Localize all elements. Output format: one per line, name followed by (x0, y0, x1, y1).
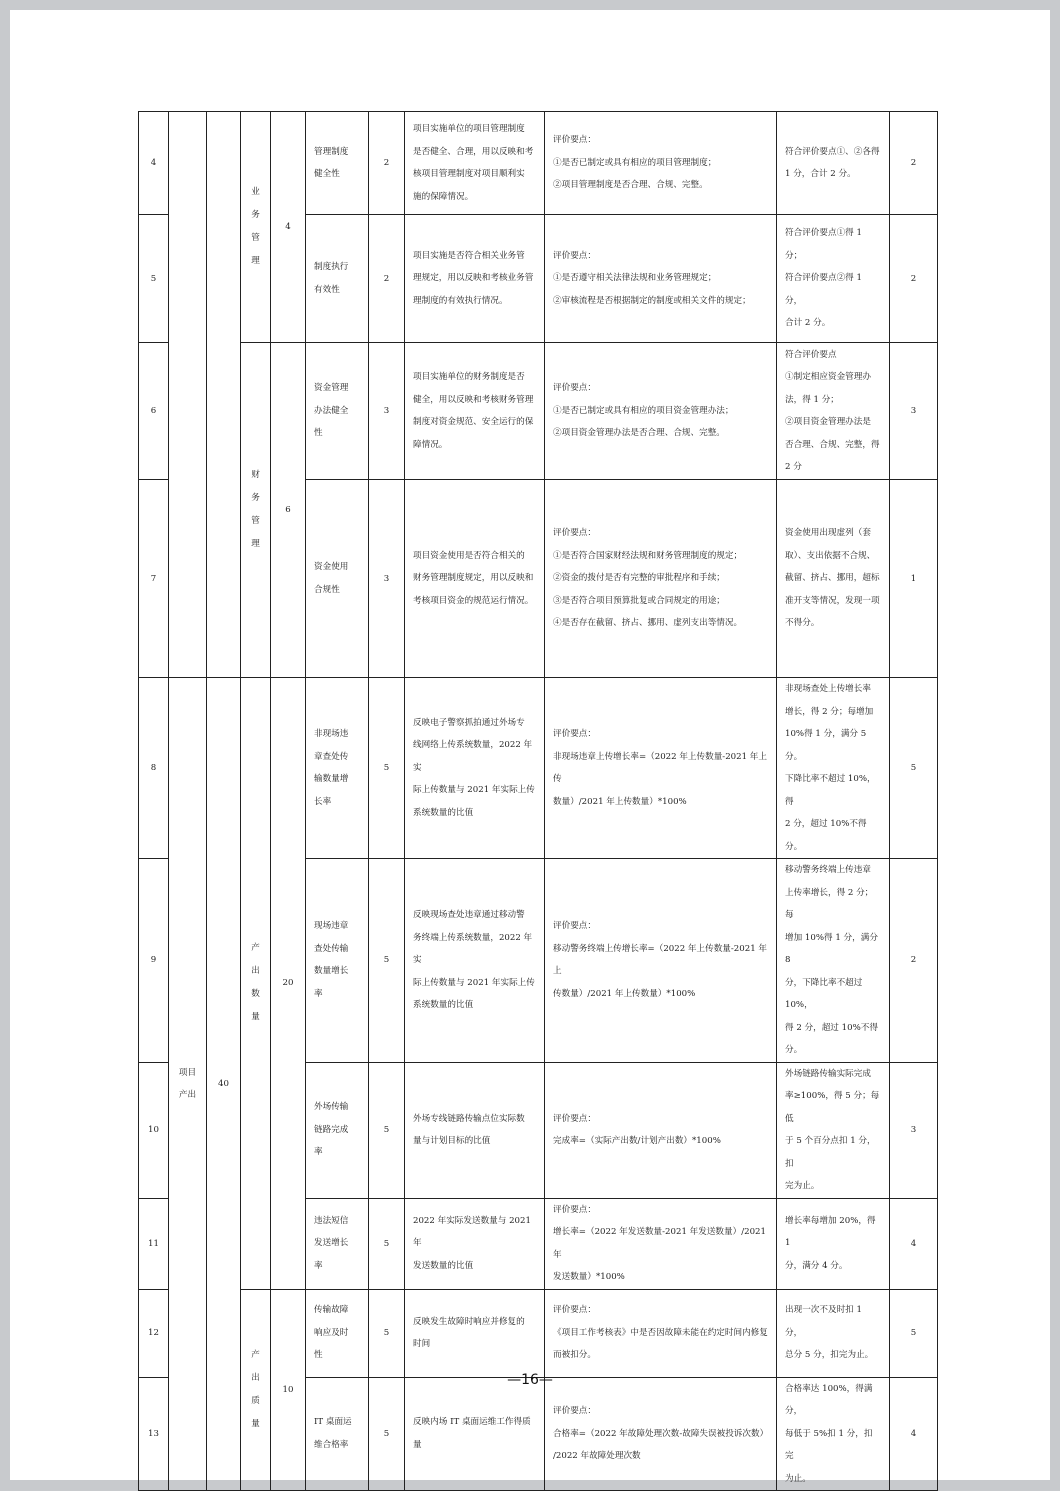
indicator-description-cell (405, 859, 545, 1063)
text-line: 项目 (178, 1068, 197, 1078)
text-line: 资金使用出现虚列（套 (785, 528, 871, 539)
text-line: 率≥100%，得 5 分；每低 (785, 1091, 880, 1124)
indicator-description-cell (405, 112, 545, 215)
scoring-rule-cell (777, 678, 890, 859)
level2-indicator-cell (241, 678, 271, 1290)
text-line: 非现场违 (314, 729, 349, 739)
text-line: 业 (251, 187, 260, 197)
indicator-name-cell (306, 1377, 369, 1491)
row-number-cell: 10 (139, 1062, 169, 1198)
indicator-weight-cell: 5 (369, 1289, 405, 1377)
text-line: 率 (314, 1147, 323, 1158)
row-number-cell: 8 (139, 678, 169, 859)
scoring-rule-cell (777, 1198, 890, 1289)
text-line: ①是否遵守相关法律法规和业务管理规定； (553, 273, 717, 284)
text-line: 1 分，合计 2 分。 (785, 169, 856, 179)
text-line: 反映发生故障时响应并修复的 (413, 1316, 525, 1327)
indicator-weight-cell: 5 (369, 859, 405, 1063)
text-line: 合规性 (314, 584, 340, 595)
text-line: 否合理、合规、完整，得 (785, 439, 880, 450)
indicator-name-cell (306, 1062, 369, 1198)
text-line: 理 (251, 539, 260, 549)
text-line: 每低于 5%扣 1 分，扣完 (785, 1428, 873, 1461)
text-line: 管 (251, 233, 260, 243)
text-line: ③是否符合项目预算批复或合同规定的用途； (553, 595, 725, 606)
text-line: 理规定，用以反映和考核业务管 (413, 273, 534, 284)
text-line: 理 (251, 256, 260, 266)
text-line: 2 分 (785, 462, 802, 472)
indicator-weight-cell: 5 (369, 678, 405, 859)
text-line: 符合评价要点 (785, 349, 837, 360)
text-line: 管 (251, 516, 260, 526)
level2-indicator-cell (241, 1289, 271, 1491)
text-line: 项目实施是否符合相关业务管 (413, 250, 525, 261)
evaluation-points-cell (545, 343, 777, 480)
score-cell: 4 (890, 1377, 938, 1491)
text-line: 维合格率 (314, 1439, 349, 1450)
text-line: 章查处传 (314, 751, 349, 762)
text-line: 不得分。 (785, 618, 820, 629)
text-line: 合格率=（2022 年故障处理次数-故障失误被投诉次数） (553, 1428, 769, 1439)
text-line: 响应及时 (314, 1327, 349, 1338)
text-line: 际上传数量与 2021 年实际上传 (413, 785, 535, 796)
evaluation-points-cell (545, 1377, 777, 1491)
text-line: 管理制度 (314, 146, 349, 157)
evaluation-points-cell (545, 859, 777, 1063)
score-cell: 2 (890, 215, 938, 343)
text-line: 分，满分 4 分。 (785, 1260, 848, 1271)
text-line: ①是否已制定或具有相应的项目资金管理办法； (553, 405, 734, 416)
performance-evaluation-table (138, 111, 938, 1491)
level1-indicator-cell (169, 678, 207, 1491)
text-line: 符合评价要点①得 1 分； (785, 228, 862, 261)
text-line: 考核项目资金的规范运行情况。 (413, 595, 534, 606)
text-line: 《项目工作考核表》中是否因故障未能在约定时间内修复 (553, 1327, 768, 1338)
text-line: 量 (251, 1418, 260, 1429)
document-page (10, 10, 1050, 1484)
text-line: 总分 5 分，扣完为止。 (785, 1350, 874, 1361)
text-line: ②项目资金管理办法是 (785, 417, 871, 427)
page-number: —16— (507, 1372, 553, 1388)
text-line: 办法健全 (314, 405, 349, 416)
indicator-description-cell (405, 678, 545, 859)
indicator-description-cell (405, 1198, 545, 1289)
text-line: 违法短信 (314, 1215, 349, 1226)
evaluation-points-cell (545, 1289, 777, 1377)
text-line: 时间 (413, 1339, 431, 1349)
text-line: 发送数量）*100% (553, 1272, 625, 1282)
text-line: 数 (251, 989, 260, 1000)
evaluation-points-cell (545, 1198, 777, 1289)
text-line: 核项目管理制度对项目顺利实 (413, 169, 525, 179)
text-line: 系统数量的比值 (413, 1000, 474, 1010)
evaluation-points-cell (545, 480, 777, 678)
text-line: 完为止。 (785, 1181, 820, 1191)
row-number-cell: 6 (139, 343, 169, 480)
text-line: 健全，用以反映和考核财务管理 (413, 394, 534, 405)
text-line: 2 分，超过 10%不得分。 (785, 819, 867, 852)
indicator-name-cell (306, 859, 369, 1063)
indicator-name-cell (306, 215, 369, 343)
text-line: 非现场查处上传增长率 (785, 684, 871, 694)
score-cell: 3 (890, 1062, 938, 1198)
text-line: 产 (251, 943, 260, 954)
evaluation-points-cell (545, 678, 777, 859)
text-line: 项目实施单位的财务制度是否 (413, 372, 525, 382)
text-line: ①是否符合国家财经法规和财务管理制度的规定； (553, 550, 743, 561)
text-line: 长率 (314, 796, 332, 807)
text-line: 资金管理 (314, 383, 349, 394)
text-line: 传输故障 (314, 1305, 349, 1316)
text-line: 线网络上传系统数量，2022 年实 (413, 740, 533, 773)
text-line: ①制定相应资金管理办 (785, 372, 871, 382)
text-line: 性 (314, 428, 323, 439)
row-number-cell: 5 (139, 215, 169, 343)
text-line: 健全性 (314, 169, 340, 179)
text-line: 出 (251, 1372, 260, 1383)
row-number-cell: 4 (139, 112, 169, 215)
text-line: 外场传输 (314, 1102, 349, 1113)
text-line: 制度执行 (314, 262, 349, 272)
text-line: 性 (314, 1350, 323, 1361)
level1-weight-cell (207, 112, 241, 678)
level1-indicator-cell (169, 112, 207, 678)
text-line: 合计 2 分。 (785, 318, 831, 329)
text-line: ④是否存在截留、挤占、挪用、虚列支出等情况。 (553, 618, 743, 629)
level2-weight-cell: 4 (271, 112, 306, 343)
indicator-weight-cell: 3 (369, 480, 405, 678)
text-line: 产出 (178, 1090, 197, 1100)
text-line: 评价要点： (553, 1113, 596, 1124)
text-line: ②审核流程是否根据制定的制度或相关文件的规定； (553, 295, 751, 306)
text-line: 数量增长 (314, 966, 349, 977)
text-line: 系统数量的比值 (413, 807, 474, 818)
text-line: 制度对资金规范、安全运行的保 (413, 417, 534, 427)
text-line: 输数量增 (314, 774, 349, 784)
text-line: 查处传输 (314, 943, 349, 954)
text-line: 评价要点： (553, 1204, 596, 1215)
text-line: 量与计划目标的比值 (413, 1136, 491, 1146)
text-line: 数量）/2021 年上传数量）*100% (553, 796, 687, 807)
text-line: 上传率增长，得 2 分；每 (785, 887, 874, 920)
indicator-weight-cell: 2 (369, 112, 405, 215)
text-line: 增长，得 2 分；每增加 (785, 706, 874, 717)
text-line: 评价要点： (553, 383, 596, 394)
row-number-cell: 7 (139, 480, 169, 678)
text-line: 移动警务终端上传增长率=（2022 年上传数量-2021 年上 (553, 943, 767, 977)
scoring-rule-cell (777, 1289, 890, 1377)
text-line: 评价要点： (553, 528, 596, 539)
indicator-weight-cell: 5 (369, 1198, 405, 1289)
scoring-rule-cell (777, 343, 890, 480)
score-cell: 3 (890, 343, 938, 480)
text-line: 理制度的有效执行情况。 (413, 295, 508, 306)
scoring-rule-cell (777, 859, 890, 1063)
text-line: 于 5 个百分点扣 1 分，扣 (785, 1136, 876, 1169)
text-line: 准开支等情况，发现一项 (785, 595, 880, 606)
text-line: ①是否已制定或具有相应的项目管理制度； (553, 157, 717, 168)
score-cell: 5 (890, 1289, 938, 1377)
text-line: 传数量）/2021 年上传数量）*100% (553, 988, 696, 999)
level1-weight-cell: 40 (207, 678, 241, 1491)
indicator-description-cell (405, 343, 545, 480)
text-line: 为止。 (785, 1473, 811, 1484)
text-line: 得 2 分，超过 10%不得分。 (785, 1022, 878, 1055)
text-line: 财务管理制度规定，用以反映和 (413, 573, 534, 584)
text-line: 法，得 1 分； (785, 394, 839, 405)
text-line: 反映现场查处违章通过移动警 (413, 910, 525, 920)
indicator-weight-cell: 3 (369, 343, 405, 480)
text-line: 评价要点： (553, 250, 596, 261)
text-line: 合格率达 100%，得满分， (785, 1383, 873, 1416)
text-line: 资金使用 (314, 562, 349, 572)
text-line: 财 (251, 470, 260, 480)
text-line: 出现一次不及时扣 1 分， (785, 1305, 862, 1338)
text-line: ②项目资金管理办法是否合理、合规、完整。 (553, 428, 725, 439)
text-line: 率 (314, 1260, 323, 1271)
text-line: 外场专线链路传输点位实际数 (413, 1113, 525, 1124)
text-line: 外场链路传输实际完成 (785, 1068, 871, 1079)
text-line: ②项目管理制度是否合理、合规、完整。 (553, 180, 708, 191)
text-line: 现场违章 (314, 921, 349, 932)
indicator-name-cell (306, 480, 369, 678)
text-line: 2022 年实际发送数量与 2021 年 (413, 1215, 531, 1249)
indicator-description-cell (405, 1289, 545, 1377)
text-line: 发送增长 (314, 1238, 349, 1249)
text-line: 施的保障情况。 (413, 191, 474, 202)
text-line: 际上传数量与 2021 年实际上传 (413, 977, 535, 988)
table-row (139, 343, 938, 480)
text-line: 务 (251, 493, 260, 503)
text-line: 取）、支出依据不合规、 (785, 550, 876, 561)
text-line: 率 (314, 988, 323, 999)
text-line: 是否健全、合理，用以反映和考 (413, 146, 534, 157)
text-line: 评价要点： (553, 1305, 596, 1316)
indicator-name-cell (306, 1198, 369, 1289)
scoring-rule-cell (777, 215, 890, 343)
text-line: 反映电子警察抓拍通过外场专 (413, 717, 525, 728)
indicator-description-cell (405, 215, 545, 343)
indicator-name-cell (306, 343, 369, 480)
evaluation-points-cell (545, 112, 777, 215)
table-row (139, 678, 938, 859)
text-line: 评价要点： (553, 921, 596, 932)
text-line: 发送数量的比值 (413, 1260, 474, 1271)
scoring-rule-cell (777, 112, 890, 215)
text-line: IT 桌面运 (314, 1417, 352, 1428)
text-line: 非现场违章上传增长率=（2022 年上传数量-2021 年上传 (553, 751, 767, 784)
text-line: 增长率每增加 20%，得 1 (785, 1215, 876, 1249)
text-line: 而被扣分。 (553, 1350, 596, 1361)
text-line: 务 (251, 210, 260, 220)
text-line: 有效性 (314, 284, 340, 295)
text-line: 增长率=（2022 年发送数量-2021 年发送数量）/2021 年 (553, 1227, 766, 1260)
scoring-rule-cell (777, 1377, 890, 1491)
text-line: 分，下降比率不超过 10%， (785, 977, 863, 1010)
text-line: 下降比率不超过 10%，得 (785, 774, 876, 807)
text-line: ②资金的拨付是否有完整的审批程序和手续； (553, 573, 725, 584)
text-line: 评价要点： (553, 729, 596, 739)
score-cell: 5 (890, 678, 938, 859)
text-line: 截留、挤占、挪用，超标 (785, 573, 880, 584)
score-cell: 4 (890, 1198, 938, 1289)
table-row (139, 1289, 938, 1377)
indicator-description-cell (405, 480, 545, 678)
text-line: 量 (251, 1012, 260, 1023)
indicator-description-cell (405, 1377, 545, 1491)
indicator-weight-cell: 5 (369, 1377, 405, 1491)
text-line: 务终端上传系统数量，2022 年实 (413, 932, 533, 965)
row-number-cell: 12 (139, 1289, 169, 1377)
text-line: 障情况。 (413, 439, 448, 450)
level2-indicator-cell (241, 112, 271, 343)
text-line: 10%得 1 分，满分 5 分。 (785, 729, 867, 762)
scoring-rule-cell (777, 480, 890, 678)
text-line: 移动警务终端上传违章 (785, 865, 871, 875)
text-line: /2022 年故障处理次数 (553, 1451, 641, 1461)
text-line: 反映内场 IT 桌面运维工作得质 (413, 1417, 531, 1428)
indicator-weight-cell: 5 (369, 1062, 405, 1198)
score-cell: 1 (890, 480, 938, 678)
level2-weight-cell: 10 (271, 1289, 306, 1491)
indicator-name-cell (306, 1289, 369, 1377)
text-line: 评价要点： (553, 135, 596, 146)
text-line: 评价要点： (553, 1406, 596, 1416)
text-line: 出 (251, 966, 260, 977)
indicator-description-cell (405, 1062, 545, 1198)
table-row (139, 112, 938, 215)
text-line: 符合评价要点②得 1 分， (785, 273, 862, 306)
indicator-name-cell (306, 112, 369, 215)
text-line: 增加 10%得 1 分，满分 8 (785, 932, 878, 965)
text-line: 项目实施单位的项目管理制度 (413, 124, 525, 134)
evaluation-points-cell (545, 1062, 777, 1198)
scoring-rule-cell (777, 1062, 890, 1198)
text-line: 项目资金使用是否符合相关的 (413, 550, 525, 561)
indicator-name-cell (306, 678, 369, 859)
level2-indicator-cell (241, 343, 271, 678)
text-line: 产 (251, 1349, 260, 1360)
level2-weight-cell: 6 (271, 343, 306, 678)
evaluation-points-cell (545, 215, 777, 343)
level2-weight-cell: 20 (271, 678, 306, 1290)
text-line: 符合评价要点①、②各得 (785, 146, 880, 157)
text-line: 质 (251, 1395, 260, 1406)
row-number-cell: 13 (139, 1377, 169, 1491)
row-number-cell: 11 (139, 1198, 169, 1289)
text-line: 量 (413, 1439, 422, 1450)
text-line: 链路完成 (314, 1124, 349, 1135)
score-cell: 2 (890, 112, 938, 215)
indicator-weight-cell: 2 (369, 215, 405, 343)
text-line: 完成率=（实际产出数/计划产出数）*100% (553, 1136, 721, 1146)
row-number-cell: 9 (139, 859, 169, 1063)
score-cell: 2 (890, 859, 938, 1063)
